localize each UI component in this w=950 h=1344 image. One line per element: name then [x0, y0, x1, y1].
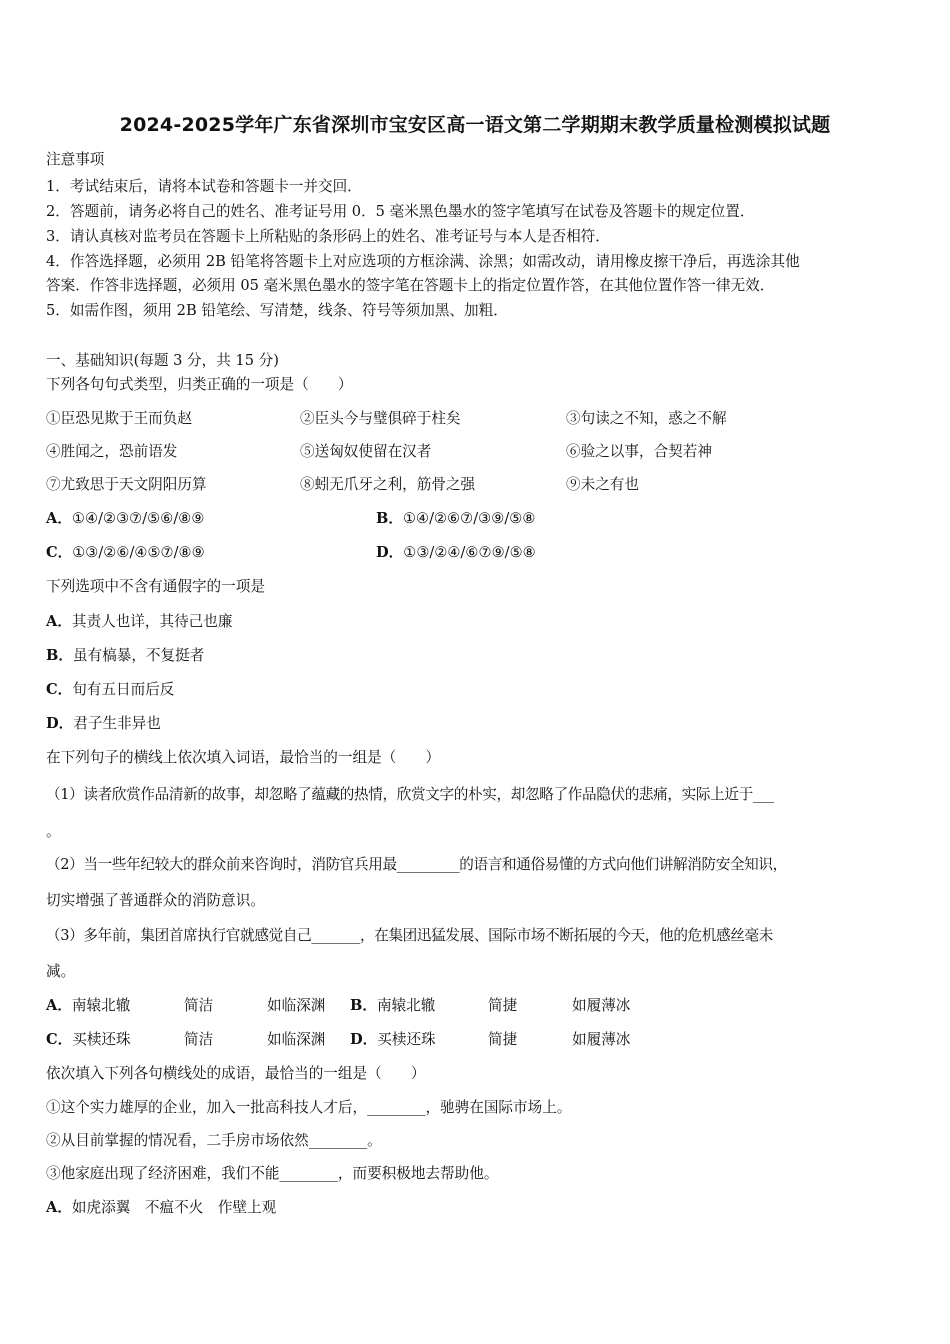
notice-heading: 注意事项	[46, 151, 105, 168]
option-d[interactable]	[350, 1030, 436, 1050]
option-word: 如临深渊	[267, 997, 326, 1014]
question-stem: 下列各句句式类型，归类正确的一项是（ ）	[46, 376, 353, 393]
option-word: 如临深渊	[267, 1031, 326, 1048]
sentence-item: ⑧蚓无爪牙之利，筋骨之强	[300, 476, 476, 493]
question-sentence: （1）读者欣赏作品清新的故事，却忽略了蕴藏的热情，欣赏文字的朴实，却忽略了作品隐伏的悲痛，实际上近于___	[46, 786, 774, 803]
option-label: A．	[46, 510, 72, 527]
option-label: A．	[46, 1199, 72, 1216]
option-label: D．	[350, 1031, 378, 1048]
section-heading: 一、基础知识(每题 3 分，共 15 分)	[46, 352, 279, 369]
sentence-item: ⑨未之有也	[566, 476, 639, 493]
page-title: 2024-2025学年广东省深圳市宝安区高一语文第二学期期末教学质量检测模拟试题	[119, 114, 831, 136]
option-b[interactable]	[46, 646, 204, 666]
option-a[interactable]	[46, 612, 232, 632]
option-a[interactable]	[46, 996, 130, 1016]
option-word: 如履薄冰	[572, 1031, 631, 1048]
option-label: A．	[46, 997, 72, 1014]
option-text: 虽有槁暴，不复挺者	[72, 647, 205, 664]
sentence-item: ⑤送匈奴使留在汉者	[300, 443, 432, 460]
option-word: 简洁	[184, 1031, 214, 1048]
option-label: C．	[46, 544, 73, 561]
option-c[interactable]	[46, 1030, 131, 1050]
option-label: D．	[46, 715, 74, 732]
option-text: 旬有五日而后反	[72, 681, 175, 698]
question-stem: 在下列句子的横线上依次填入词语，最恰当的一组是（ ）	[46, 749, 441, 766]
sentence-item: ③句读之不知，惑之不解	[566, 410, 727, 427]
question-sentence: ②从目前掌握的情况看，二手房市场依然________。	[46, 1132, 382, 1149]
option-label: A．	[46, 613, 72, 630]
option-text: 其责人也详，其待己也廉	[71, 613, 233, 630]
option-label: B．	[46, 647, 73, 664]
option-a[interactable]	[46, 509, 204, 529]
notice-item: 1．考试结束后，请将本试卷和答题卡一并交回．	[46, 178, 362, 195]
question-sentence: ③他家庭出现了经济困难，我们不能________，而要积极地去帮助他。	[46, 1165, 499, 1182]
option-text: ①③/②⑥/④⑤⑦/⑧⑨	[72, 544, 205, 561]
option-a[interactable]	[46, 1198, 276, 1218]
question-stem: 依次填入下列各句横线处的成语，最恰当的一组是（ ）	[46, 1065, 426, 1082]
option-text: ①④/②③⑦/⑤⑥/⑧⑨	[71, 510, 205, 527]
option-word: 南辕北辙	[71, 997, 131, 1014]
option-text: ①④/②⑥⑦/③⑨/⑤⑧	[402, 510, 536, 527]
notice-item: 2．答题前，请务必将自己的姓名、准考证号用 0．5 毫米黑色墨水的签字笔填写在试卷及答题卡的规定位置．	[46, 203, 755, 220]
question-sentence: （2）当一些年纪较大的群众前来咨询时，消防官兵用最_________的语言和通俗易懂的方式向他们讲解消防安全知识，	[46, 856, 787, 873]
option-word: 南辕北辙	[376, 997, 436, 1014]
option-word: 如履薄冰	[572, 997, 631, 1014]
option-d[interactable]	[376, 543, 536, 563]
option-b[interactable]	[350, 996, 435, 1016]
question-sentence: ①这个实力雄厚的企业，加入一批高科技人才后，________，驰骋在国际市场上。	[46, 1099, 572, 1116]
option-word: 简捷	[488, 1031, 518, 1048]
option-c[interactable]	[46, 680, 174, 700]
option-word: 简洁	[184, 997, 214, 1014]
option-text: 君子生非异也	[73, 715, 161, 732]
option-d[interactable]	[46, 714, 161, 734]
option-text: 如虎添翼 不瘟不火 作壁上观	[71, 1199, 277, 1216]
option-label: B．	[350, 997, 377, 1014]
question-stem: 下列选项中不含有通假字的一项是	[46, 578, 265, 595]
option-label: D．	[376, 544, 404, 561]
option-label: C．	[46, 1031, 73, 1048]
notice-item: 4．作答选择题，必须用 2B 铅笔将答题卡上对应选项的方框涂满、涂黑；如需改动，请用橡皮擦干净后，再选涂其他	[46, 253, 800, 270]
question-sentence: （3）多年前，集团首席执行官就感觉自己_______，在集团迅猛发展、国际市场不断拓展的今天，他的危机感丝毫未	[46, 927, 774, 944]
question-sentence: 减。	[46, 963, 76, 980]
option-c[interactable]	[46, 543, 205, 563]
notice-item: 3．请认真核对监考员在答题卡上所粘贴的条形码上的姓名、准考证号与本人是否相符．	[46, 228, 610, 245]
notice-item: 5．如需作图，须用 2B 铅笔绘、写清楚，线条、符号等须加黑、加粗．	[46, 302, 508, 319]
question-sentence: 切实增强了普通群众的消防意识。	[46, 892, 265, 909]
option-text: ①③/②④/⑥⑦⑨/⑤⑧	[403, 544, 536, 561]
option-label: C．	[46, 681, 73, 698]
option-word: 简捷	[488, 997, 518, 1014]
question-sentence: 。	[46, 823, 61, 840]
sentence-item: ④胜闻之，恐前语发	[46, 443, 178, 460]
option-b[interactable]	[376, 509, 535, 529]
sentence-item: ②臣头今与璧俱碎于柱矣	[300, 410, 461, 427]
option-word: 买椟还珠	[377, 1031, 436, 1048]
sentence-item: ⑦尤致思于天文阴阳历算	[46, 476, 207, 493]
option-label: B．	[376, 510, 403, 527]
sentence-item: ①臣恐见欺于王而负赵	[46, 410, 192, 427]
sentence-item: ⑥验之以事，合契若神	[566, 443, 712, 460]
notice-item: 答案．作答非选择题，必须用 05 毫米黑色墨水的签字笔在答题卡上的指定位置作答，在其他位置作答一律无效．	[46, 277, 775, 294]
option-word: 买椟还珠	[72, 1031, 131, 1048]
